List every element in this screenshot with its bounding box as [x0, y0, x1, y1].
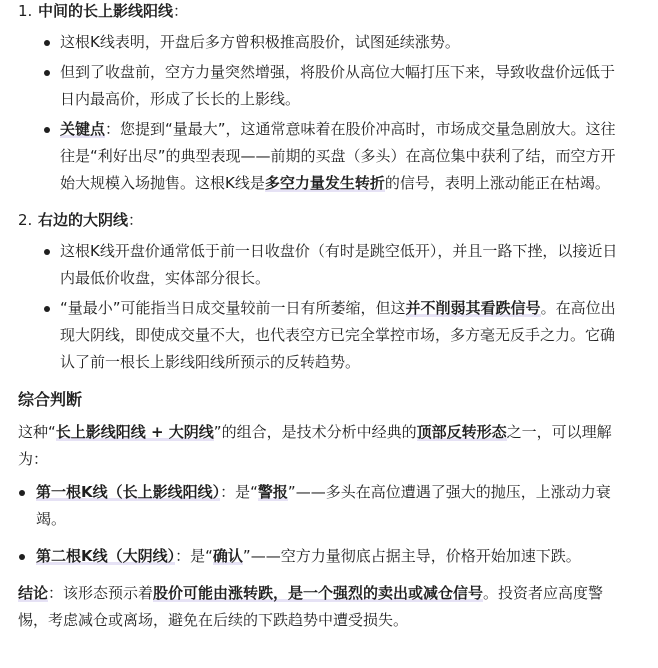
bullet-list	[38, 238, 658, 376]
bullet-emphasis: 并不削弱其看跌信号	[405, 299, 541, 317]
conclusion-emphasis: 股价可能由涨转跌，是一个强烈的卖出或减仓信号	[153, 584, 484, 602]
bullet-list	[38, 29, 658, 197]
summary-point	[0, 479, 628, 533]
bullet-item	[38, 29, 628, 56]
list-number: 1.	[18, 2, 33, 20]
bullet-text: 这根K线表明，开盘后多方曾积极推高股价，试图延续涨势。	[60, 33, 460, 51]
point-key: 警报	[257, 483, 288, 501]
item-heading: 右边的大阴线	[38, 211, 129, 229]
bullet-item	[38, 238, 628, 292]
item-colon: ：	[173, 2, 189, 20]
bullet-text: ：您提到“量最大”，这通常意味着在股价冲高时，市场成交量急剧放大。这往往是“利好出尽”的典型表现——前期的买盘（多头）在高位集中获利了结，而空方开始大规模入场抛售。这根K线是	[60, 120, 616, 192]
point-text: ：是“	[175, 547, 213, 565]
bullet-item	[38, 295, 628, 376]
intro-emphasis: 顶部反转形态	[416, 423, 507, 441]
point-label: 第二根K线（大阴线）	[36, 547, 176, 565]
intro-text: ”的组合，是技术分析中经典的	[213, 423, 417, 441]
conclusion-text: 。投资者应高度警惕，考虑减仓或离场，避免在后续的下跌趋势中遭受损失。	[18, 584, 604, 629]
item-colon: ：	[128, 211, 144, 229]
item-heading: 中间的长上影线阳线	[38, 2, 174, 20]
intro-text: 之一，可以理解为：	[18, 423, 612, 468]
intro-emphasis: 长上影线阳线 + 大阴线	[55, 423, 214, 441]
conclusion	[18, 580, 628, 634]
bullet-emphasis: 多空力量发生转折	[264, 174, 385, 192]
point-key: 确认	[212, 547, 243, 565]
bullet-text: 这根K线开盘价通常低于前一日收盘价（有时是跳空低开），并且一路下挫，以接近日内最低价收盘，实体部分很长。	[60, 242, 618, 287]
conclusion-label: 结论	[18, 584, 49, 602]
point-label: 第一根K线（长上影线阳线）	[36, 483, 221, 501]
bullet-text: 的信号，表明上涨动能正在枯竭。	[384, 174, 610, 192]
bullet-item	[38, 116, 628, 197]
summary-point	[0, 543, 628, 570]
summary-intro	[18, 419, 628, 473]
point-text: ”——空方力量彻底占据主导，价格开始加速下跌。	[242, 547, 581, 565]
bullet-item	[38, 59, 628, 113]
conclusion-text: ：该形态预示着	[48, 584, 154, 602]
summary-points	[0, 479, 658, 570]
point-text: ：是“	[220, 483, 258, 501]
bullet-text: “量最小”可能指当日成交量较前一日有所萎缩，但这	[60, 299, 406, 317]
point-text: ”——多头在高位遭遇了强大的抛压，上涨动力衰竭。	[36, 483, 611, 528]
list-item-1	[0, 0, 658, 197]
intro-text: 这种“	[18, 423, 56, 441]
bullet-text: 。在高位出现大阴线，即使成交量不大，也代表空方已完全掌控市场，多方毫无反手之力。它确认了前一根长上影线阳线所预示的反转趋势。	[60, 299, 616, 371]
list-item-2	[0, 207, 658, 376]
section-title: 综合判断	[18, 390, 83, 409]
bullet-lead: 关键点	[60, 120, 106, 138]
bullet-text: 但到了收盘前，空方力量突然增强，将股价从高位大幅打压下来，导致收盘价远低于日内最高价，形成了长长的上影线。	[60, 63, 616, 108]
list-number: 2.	[18, 211, 33, 229]
